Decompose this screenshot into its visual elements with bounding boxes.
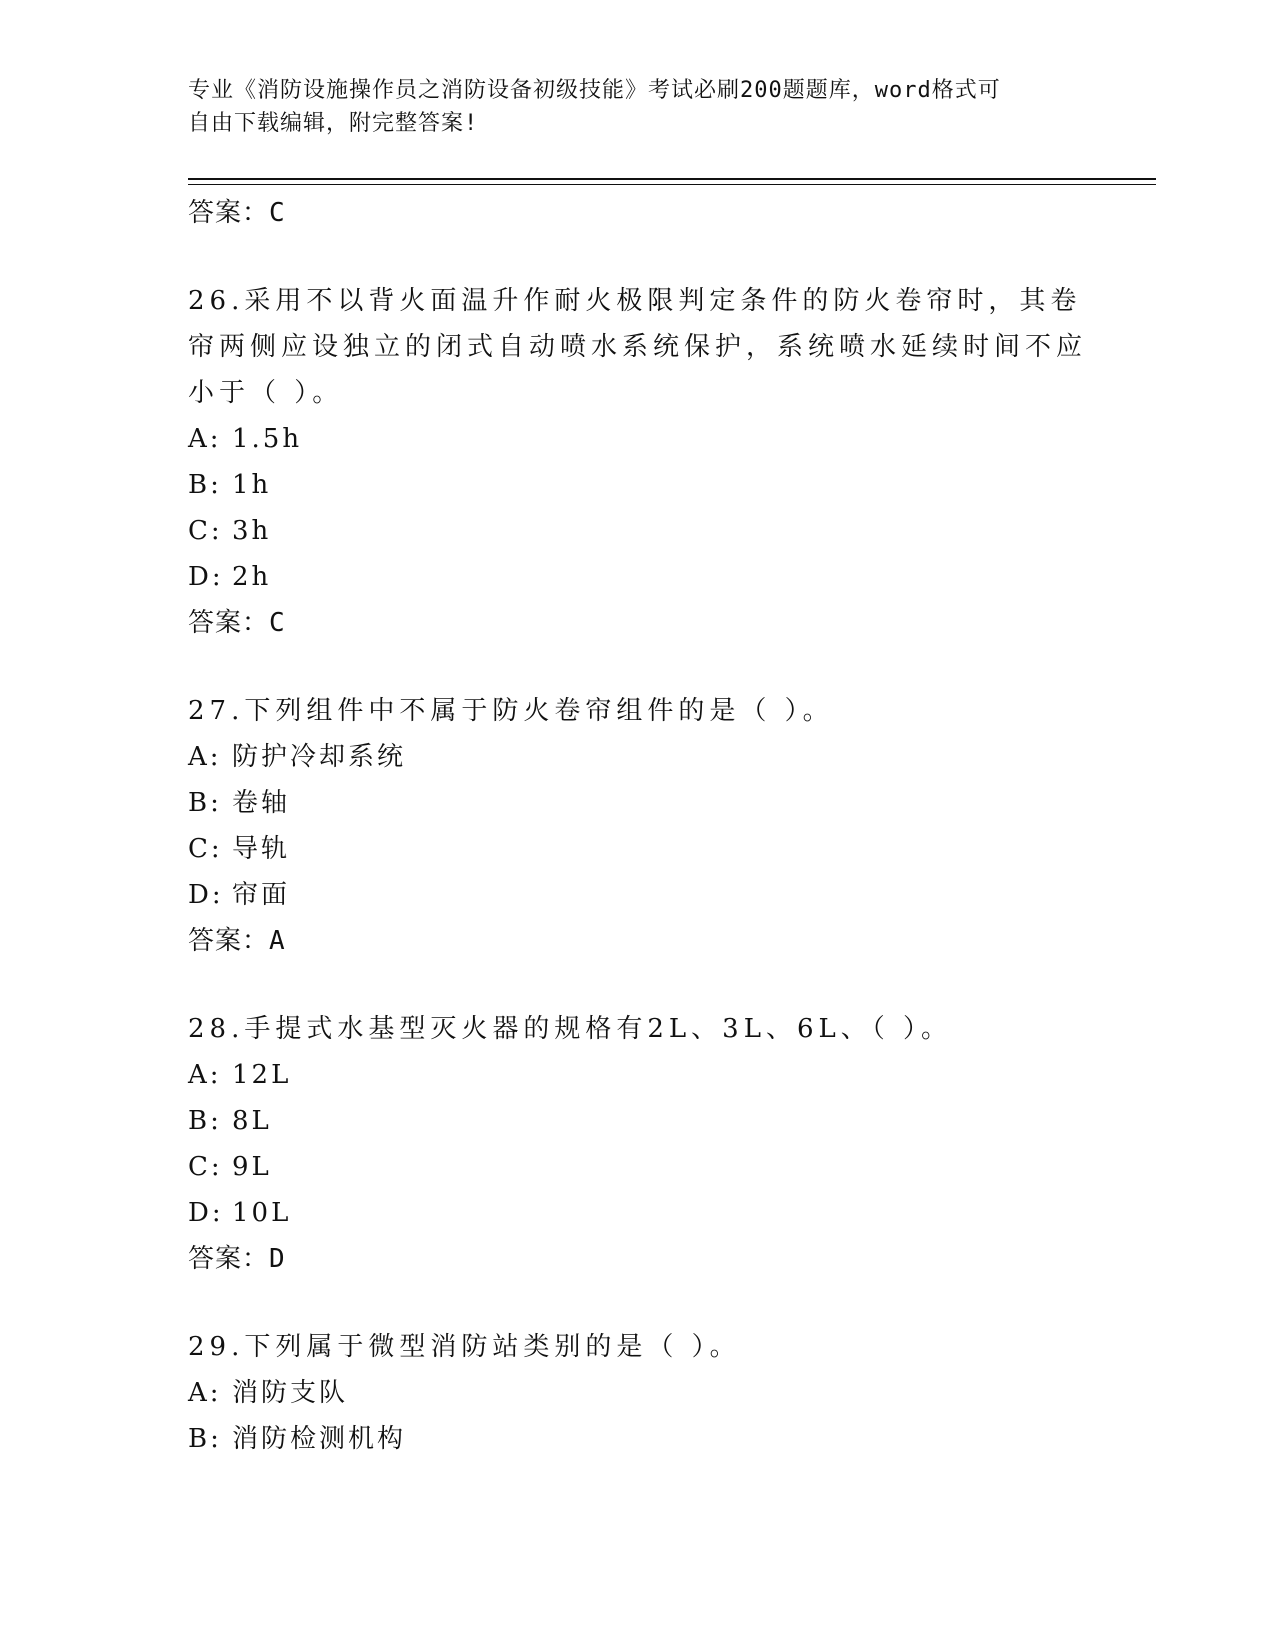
header-rule-thick [188,178,1156,180]
option-letter: C: [188,516,223,546]
option-letter: C: [188,1152,223,1182]
option-letter: A: [188,1378,222,1408]
option-letter: B: [188,788,222,818]
question-text: 28.手提式水基型灭火器的规格有2L、3L、6L、（ ）。 [188,1014,953,1044]
option-d [188,554,1088,600]
option-letter: A: [188,424,222,454]
option-text: 1.5h [232,424,303,454]
document-header [188,74,1088,140]
option-a [188,734,1088,780]
option-text: 导轨 [232,834,291,864]
option-text: 防护冷却系统 [232,742,407,772]
option-text: 帘面 [232,880,291,910]
option-letter: A: [188,742,222,772]
header-rule-thin [188,184,1156,185]
option-text: 3h [232,516,272,546]
option-d [188,872,1088,918]
question-list [188,190,1088,1462]
option-a [188,416,1088,462]
option-b [188,1098,1088,1144]
option-text: 消防检测机构 [232,1424,407,1454]
option-text: 9L [232,1152,272,1182]
option-c [188,1144,1088,1190]
question-text: 29.下列属于微型消防站类别的是（ ）。 [188,1332,741,1362]
option-b [188,462,1088,508]
option-letter: B: [188,470,222,500]
spacer [188,1282,1088,1324]
answer-line: 答案：A [188,926,286,956]
header-line-2: 自由下载编辑，附完整答案! [188,111,479,136]
option-text: 2h [232,562,272,592]
header-line-1: 专业《消防设施操作员之消防设备初级技能》考试必刷200题题库，word格式可 [188,78,1001,103]
option-letter: D: [188,1198,224,1228]
option-letter: A: [188,1060,222,1090]
option-text: 1h [232,470,272,500]
option-text: 8L [232,1106,272,1136]
option-letter: B: [188,1424,222,1454]
option-text: 10L [232,1198,292,1228]
spacer [188,236,1088,278]
question-block [188,688,1088,964]
option-b [188,1416,1088,1462]
answer-line: 答案：D [188,1244,286,1274]
option-c [188,508,1088,554]
option-c [188,826,1088,872]
option-a [188,1370,1088,1416]
option-text: 消防支队 [232,1378,349,1408]
option-text: 12L [232,1060,292,1090]
question-text: 27.下列组件中不属于防火卷帘组件的是（ ）。 [188,696,834,726]
question-text: 26.采用不以背火面温升作耐火极限判定条件的防火卷帘时，其卷帘两侧应设独立的闭式自动喷水系统保护，系统喷水延续时间不应小于（ ）。 [188,286,1088,408]
option-b [188,780,1088,826]
previous-answer: 答案：C [188,198,286,228]
option-letter: C: [188,834,223,864]
option-letter: B: [188,1106,222,1136]
answer-line: 答案：C [188,608,286,638]
option-a [188,1052,1088,1098]
question-block [188,1324,1088,1462]
option-letter: D: [188,562,224,592]
question-block [188,278,1088,646]
spacer [188,646,1088,688]
question-block [188,1006,1088,1282]
option-text: 卷轴 [232,788,291,818]
spacer [188,964,1088,1006]
option-d [188,1190,1088,1236]
option-letter: D: [188,880,224,910]
